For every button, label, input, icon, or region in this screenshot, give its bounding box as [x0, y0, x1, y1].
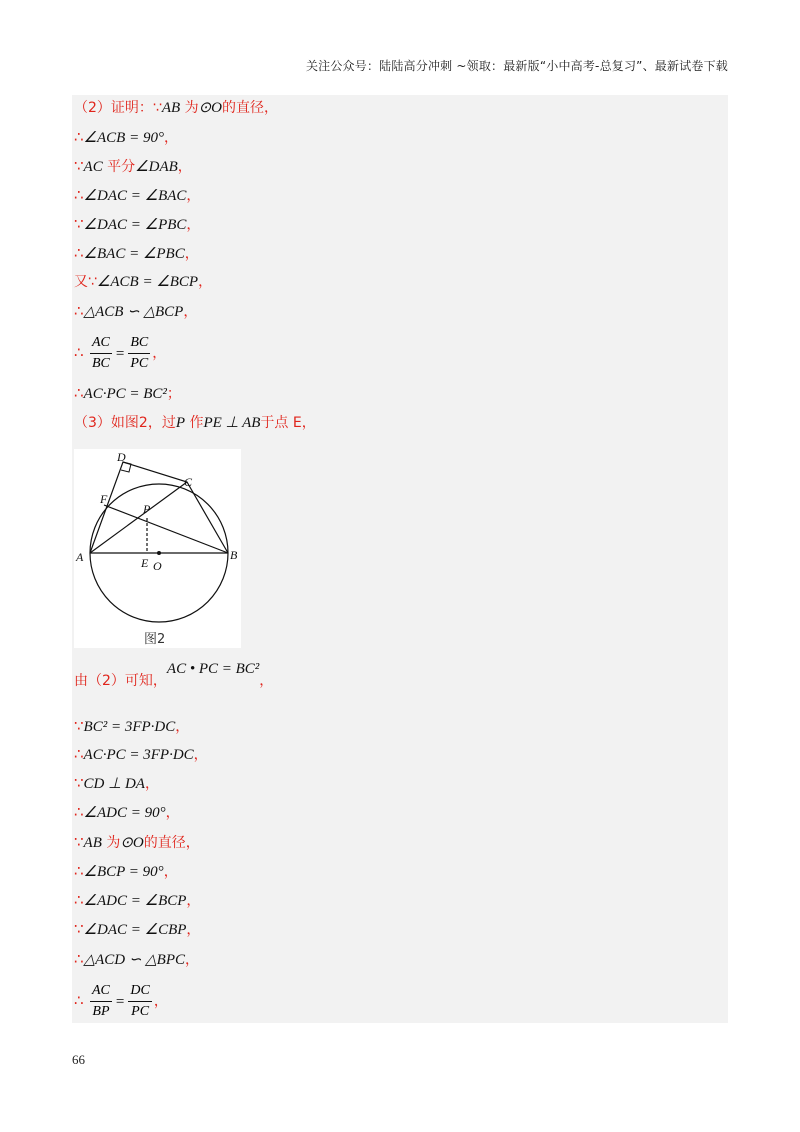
label-D: D: [117, 450, 126, 464]
proof3-line-10: ∴△ACD ∽ △BPC，: [74, 950, 200, 968]
proof-line-3: ∵AC 平分∠DAB，: [74, 157, 192, 175]
proof3-line-6: ∵AB 为⊙O的直径，: [74, 833, 200, 851]
label-B: B: [230, 548, 238, 562]
proof3-line-8: ∴∠ADC = ∠BCP，: [74, 891, 201, 909]
page-number: 66: [72, 1052, 85, 1067]
proof-line-7: 又∵∠ACB = ∠BCP，: [74, 274, 213, 290]
proof-line-9-fraction: ∴ $\frac{AC}{BC}$ = $\frac{BC}{PC}$ ，: [74, 335, 167, 371]
circle-diagram: [74, 449, 241, 648]
proof3-line-11-fraction: ∴ $\frac{AC}{BP}$ = $\frac{DC}{PC}$ ，: [74, 983, 168, 1019]
proof-line-5: ∵∠DAC = ∠PBC，: [74, 215, 201, 233]
label-E: E: [141, 556, 149, 570]
proof3-line-9: ∵∠DAC = ∠CBP，: [74, 920, 201, 938]
proof3-line-4: ∵CD ⊥ DA，: [74, 774, 159, 792]
proof-line-6: ∴∠BAC = ∠PBC，: [74, 244, 199, 262]
proof-line-2: ∴∠ACB = 90°，: [74, 128, 178, 146]
label-P: P: [143, 502, 151, 516]
proof3-line-2: ∵BC² = 3FP·DC，: [74, 717, 190, 735]
proof3-line-1: 由（2）可知，AC • PC = BC²，: [74, 661, 274, 689]
label-F: F: [100, 492, 108, 506]
geometry-figure-2: [74, 449, 241, 648]
label-A: A: [76, 550, 84, 564]
label-C: C: [184, 475, 193, 489]
figure-caption: 图2: [144, 632, 166, 647]
part3-heading: （3）如图2，过P 作PE ⊥ AB于点 E，: [74, 415, 316, 431]
proof-line-8: ∴△ACB ∽ △BCP，: [74, 302, 198, 320]
fraction-left: $\frac{AC}{BC}$: [92, 335, 110, 371]
fraction-right: $\frac{BC}{PC}$: [130, 335, 149, 371]
fraction-left: $\frac{AC}{BP}$: [92, 983, 110, 1019]
proof-line-10: ∴AC·PC = BC²；: [74, 384, 181, 402]
proof-line-4: ∴∠DAC = ∠BAC，: [74, 186, 201, 204]
proof-line-1: （2）证明：∵AB 为⊙O的直径，: [74, 100, 279, 116]
page-header: 关注公众号：陆陆高分冲刺 ~领取：最新版“小中高考-总复习”、最新试卷下载: [305, 59, 728, 73]
label-O: O: [153, 559, 162, 573]
proof3-line-5: ∴∠ADC = 90°，: [74, 803, 180, 821]
proof3-line-3: ∴AC·PC = 3FP·DC，: [74, 745, 208, 763]
fraction-right: $\frac{DC}{PC}$: [130, 983, 150, 1019]
proof3-line-7: ∴∠BCP = 90°，: [74, 862, 178, 880]
